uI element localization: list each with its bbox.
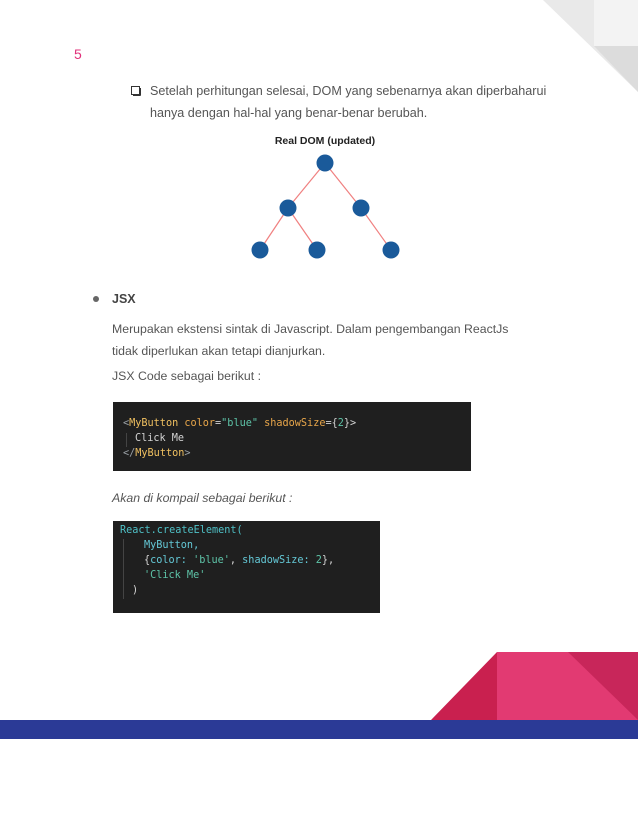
tree-diagram-title: Real DOM (updated) [274, 135, 376, 147]
bullet-dot-icon [93, 296, 99, 302]
tree-node-left [280, 200, 297, 217]
page-number: 5 [74, 46, 82, 62]
dom-update-text: Setelah perhitungan selesai, DOM yang sebenarnya akan diperbaharui hanya dengan hal-hal yang benar-benar berubah. [150, 84, 547, 120]
checkbox-bullet-icon [131, 86, 141, 96]
footer-blue-bar [0, 720, 638, 739]
tree-node-leaf-2 [309, 242, 326, 259]
tree-node-leaf-3 [383, 242, 400, 259]
jsx-heading: JSX [112, 292, 136, 306]
jsx-description: Merupakan ekstensi sintak di Javascript. Dalam pengembangan ReactJs tidak diperlukan akan tetapi dianjurkan. [112, 322, 509, 358]
compiled-code-block: React.createElement( MyButton, {color: 'blue', shadowSize: 2}, 'Click Me' ) [113, 521, 380, 613]
jsx-code-intro: JSX Code sebagai berikut : [112, 369, 262, 383]
tree-node-root [317, 155, 334, 172]
dom-tree-diagram [240, 150, 410, 265]
jsx-code-block: <MyButton color="blue" shadowSize={2}> Click Me </MyButton> [113, 402, 471, 471]
compile-intro: Akan di kompail sebagai berikut : [112, 491, 293, 505]
tree-node-right [353, 200, 370, 217]
tree-node-leaf-1 [252, 242, 269, 259]
